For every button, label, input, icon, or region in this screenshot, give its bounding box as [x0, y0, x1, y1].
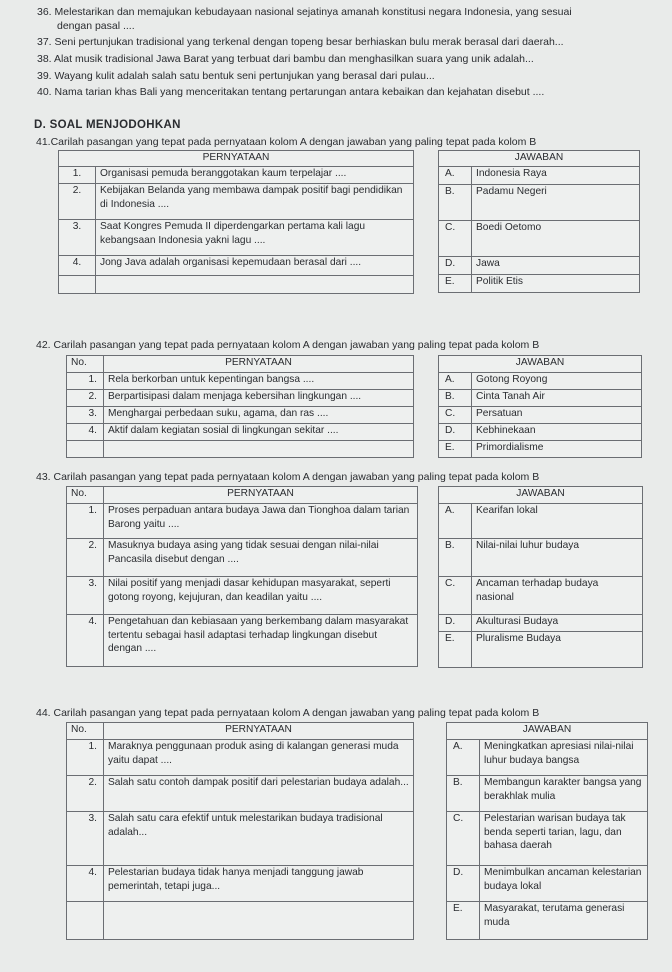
q43-no-3: 3. [67, 577, 104, 615]
q44-letter-d: D. [447, 866, 480, 902]
q42-letter-e: E. [439, 441, 472, 458]
q42-no-3: 3. [67, 407, 104, 424]
q43-instruction: 43. Carilah pasangan yang tepat pada pernyataan kolom A dengan jawaban yang paling tepat pada kolom B [36, 471, 540, 483]
q43-statement-4: Pengetahuan dan kebiasaan yang berkembang dalam masyarakat tertentu sebagai hasil adaptasi terhadap lingkungan disebut dengan .... [104, 615, 418, 667]
q44-statement-1: Maraknya penggunaan produk asing di kalangan generasi muda yaitu dapat .... [104, 740, 414, 776]
q41-statement-table [58, 150, 414, 294]
q42-no-2: 2. [67, 390, 104, 407]
q44-no-5 [67, 902, 104, 940]
q41-instruction: 41.Carilah pasangan yang tepat pada pernyataan kolom A dengan jawaban yang paling tepat pada kolom B [36, 136, 537, 148]
q42-letter-c: C. [439, 407, 472, 424]
q41-statement-4: Jong Java adalah organisasi kepemudaan berasal dari .... [96, 256, 414, 276]
q41-answer-e: Politik Etis [472, 275, 640, 293]
q41-answer-table [438, 150, 640, 293]
q43-letter-a: A. [439, 504, 472, 539]
question-38: 38. Alat musik tradisional Jawa Barat yang terbuat dari bambu dan menghasilkan suara yang unik adalah... [37, 53, 534, 65]
q41-letter-d: D. [439, 257, 472, 275]
q41-answer-c: Boedi Oetomo [472, 221, 640, 257]
q41-header-pernyataan: PERNYATAAN [59, 151, 414, 167]
q41-statement-1: Organisasi pemuda beranggotakan kaum terpelajar .... [96, 167, 414, 184]
q42-no-4: 4. [67, 424, 104, 441]
q41-no-4: 4. [59, 256, 96, 276]
q44-answer-d: Menimbulkan ancaman kelestarian budaya lokal [480, 866, 648, 902]
q42-statement-4: Aktif dalam kegiatan sosial di lingkungan sekitar .... [104, 424, 414, 441]
q43-answer-b: Nilai-nilai luhur budaya [472, 539, 643, 577]
q43-letter-b: B. [439, 539, 472, 577]
q42-no-1: 1. [67, 373, 104, 390]
q41-no-1: 1. [59, 167, 96, 184]
question-36-cont: dengan pasal .... [57, 20, 135, 32]
q42-statement-1: Rela berkorban untuk kepentingan bangsa .... [104, 373, 414, 390]
q43-header-no: No. [67, 487, 104, 504]
q44-statement-table [66, 722, 414, 940]
q44-header-jawaban: JAWABAN [447, 723, 648, 740]
q44-answer-table [446, 722, 648, 940]
q41-no-2: 2. [59, 184, 96, 220]
q43-letter-e: E. [439, 632, 472, 668]
q42-header-jawaban: JAWABAN [439, 356, 642, 373]
q41-no-5 [59, 276, 96, 294]
q43-statement-1: Proses perpaduan antara budaya Jawa dan Tionghoa dalam tarian Barong yaitu .... [104, 504, 418, 539]
q41-answer-d: Jawa [472, 257, 640, 275]
question-36: 36. Melestarikan dan memajukan kebudayaan nasional sejatinya amanah konstitusi negara Indonesia, yang sesuai [37, 6, 572, 18]
q44-statement-3: Salah satu cara efektif untuk melestarikan budaya tradisional adalah... [104, 812, 414, 866]
q43-statement-2: Masuknya budaya asing yang tidak sesuai dengan nilai-nilai Pancasila disebut dengan .... [104, 539, 418, 577]
q43-statement-table [66, 486, 418, 667]
q42-statement-2: Berpartisipasi dalam menjaga kebersihan lingkungan .... [104, 390, 414, 407]
q43-header-pernyataan: PERNYATAAN [104, 487, 418, 504]
q41-answer-a: Indonesia Raya [472, 167, 640, 185]
q44-instruction: 44. Carilah pasangan yang tepat pada pernyataan kolom A dengan jawaban yang paling tepat pada kolom B [36, 707, 540, 719]
q43-header-jawaban: JAWABAN [439, 487, 643, 504]
q44-answer-a: Meningkatkan apresiasi nilai-nilai luhur budaya bangsa [480, 740, 648, 776]
q42-letter-d: D. [439, 424, 472, 441]
question-39: 39. Wayang kulit adalah salah satu bentuk seni pertunjukan yang berasal dari pulau... [37, 70, 435, 82]
q42-answer-b: Cinta Tanah Air [472, 390, 642, 407]
q41-answer-b: Padamu Negeri [472, 185, 640, 221]
q41-letter-c: C. [439, 221, 472, 257]
q42-answer-table [438, 355, 642, 458]
section-title: D. SOAL MENJODOHKAN [34, 119, 181, 131]
q42-instruction: 42. Carilah pasangan yang tepat pada pernyataan kolom A dengan jawaban yang paling tepat pada kolom B [36, 339, 540, 351]
q44-letter-b: B. [447, 776, 480, 812]
q41-no-3: 3. [59, 220, 96, 256]
q42-answer-c: Persatuan [472, 407, 642, 424]
q44-no-1: 1. [67, 740, 104, 776]
q41-letter-e: E. [439, 275, 472, 293]
q43-answer-d: Akulturasi Budaya [472, 615, 643, 632]
q44-answer-b: Membangun karakter bangsa yang berakhlak mulia [480, 776, 648, 812]
q42-answer-e: Primordialisme [472, 441, 642, 458]
q41-letter-a: A. [439, 167, 472, 185]
q42-statement-3: Menghargai perbedaan suku, agama, dan ras .... [104, 407, 414, 424]
q44-no-2: 2. [67, 776, 104, 812]
q42-answer-a: Gotong Royong [472, 373, 642, 390]
q41-header-jawaban: JAWABAN [439, 151, 640, 167]
q43-answer-a: Kearifan lokal [472, 504, 643, 539]
q42-letter-a: A. [439, 373, 472, 390]
q41-statement-3: Saat Kongres Pemuda II diperdengarkan pertama kali lagu kebangsaan Indonesia yakni lagu .... [96, 220, 414, 256]
q44-answer-c: Pelestarian warisan budaya tak benda seperti tarian, lagu, dan bahasa daerah [480, 812, 648, 866]
q43-answer-c: Ancaman terhadap budaya nasional [472, 577, 643, 615]
q43-statement-3: Nilai positif yang menjadi dasar kehidupan masyarakat, seperti gotong royong, kejujuran, dan keadilan yaitu .... [104, 577, 418, 615]
q43-no-4: 4. [67, 615, 104, 667]
q42-header-no: No. [67, 356, 104, 373]
q41-letter-b: B. [439, 185, 472, 221]
q43-no-2: 2. [67, 539, 104, 577]
q44-statement-2: Salah satu contoh dampak positif dari pelestarian budaya adalah... [104, 776, 414, 812]
q44-letter-e: E. [447, 902, 480, 940]
q44-answer-e: Masyarakat, terutama generasi muda [480, 902, 648, 940]
q42-answer-d: Kebhinekaan [472, 424, 642, 441]
q41-statement-2: Kebijakan Belanda yang membawa dampak positif bagi pendidikan di Indonesia .... [96, 184, 414, 220]
q43-no-1: 1. [67, 504, 104, 539]
q43-answer-table [438, 486, 643, 668]
q44-no-4: 4. [67, 866, 104, 902]
q43-letter-d: D. [439, 615, 472, 632]
q44-no-3: 3. [67, 812, 104, 866]
q42-header-pernyataan: PERNYATAAN [104, 356, 414, 373]
q43-answer-e: Pluralisme Budaya [472, 632, 643, 668]
q41-statement-5 [96, 276, 414, 294]
question-40: 40. Nama tarian khas Bali yang menceritakan tentang pertarungan antara kebaikan dan kejahatan disebut .... [37, 86, 545, 98]
q42-statement-table [66, 355, 414, 458]
q44-header-pernyataan: PERNYATAAN [104, 723, 414, 740]
q44-letter-a: A. [447, 740, 480, 776]
q44-letter-c: C. [447, 812, 480, 866]
q43-letter-c: C. [439, 577, 472, 615]
q44-statement-4: Pelestarian budaya tidak hanya menjadi tanggung jawab pemerintah, tetapi juga... [104, 866, 414, 902]
question-37: 37. Seni pertunjukan tradisional yang terkenal dengan topeng besar berhiaskan bulu merak berasal dari daerah... [37, 36, 564, 48]
q44-statement-5 [104, 902, 414, 940]
q42-letter-b: B. [439, 390, 472, 407]
q44-header-no: No. [67, 723, 104, 740]
